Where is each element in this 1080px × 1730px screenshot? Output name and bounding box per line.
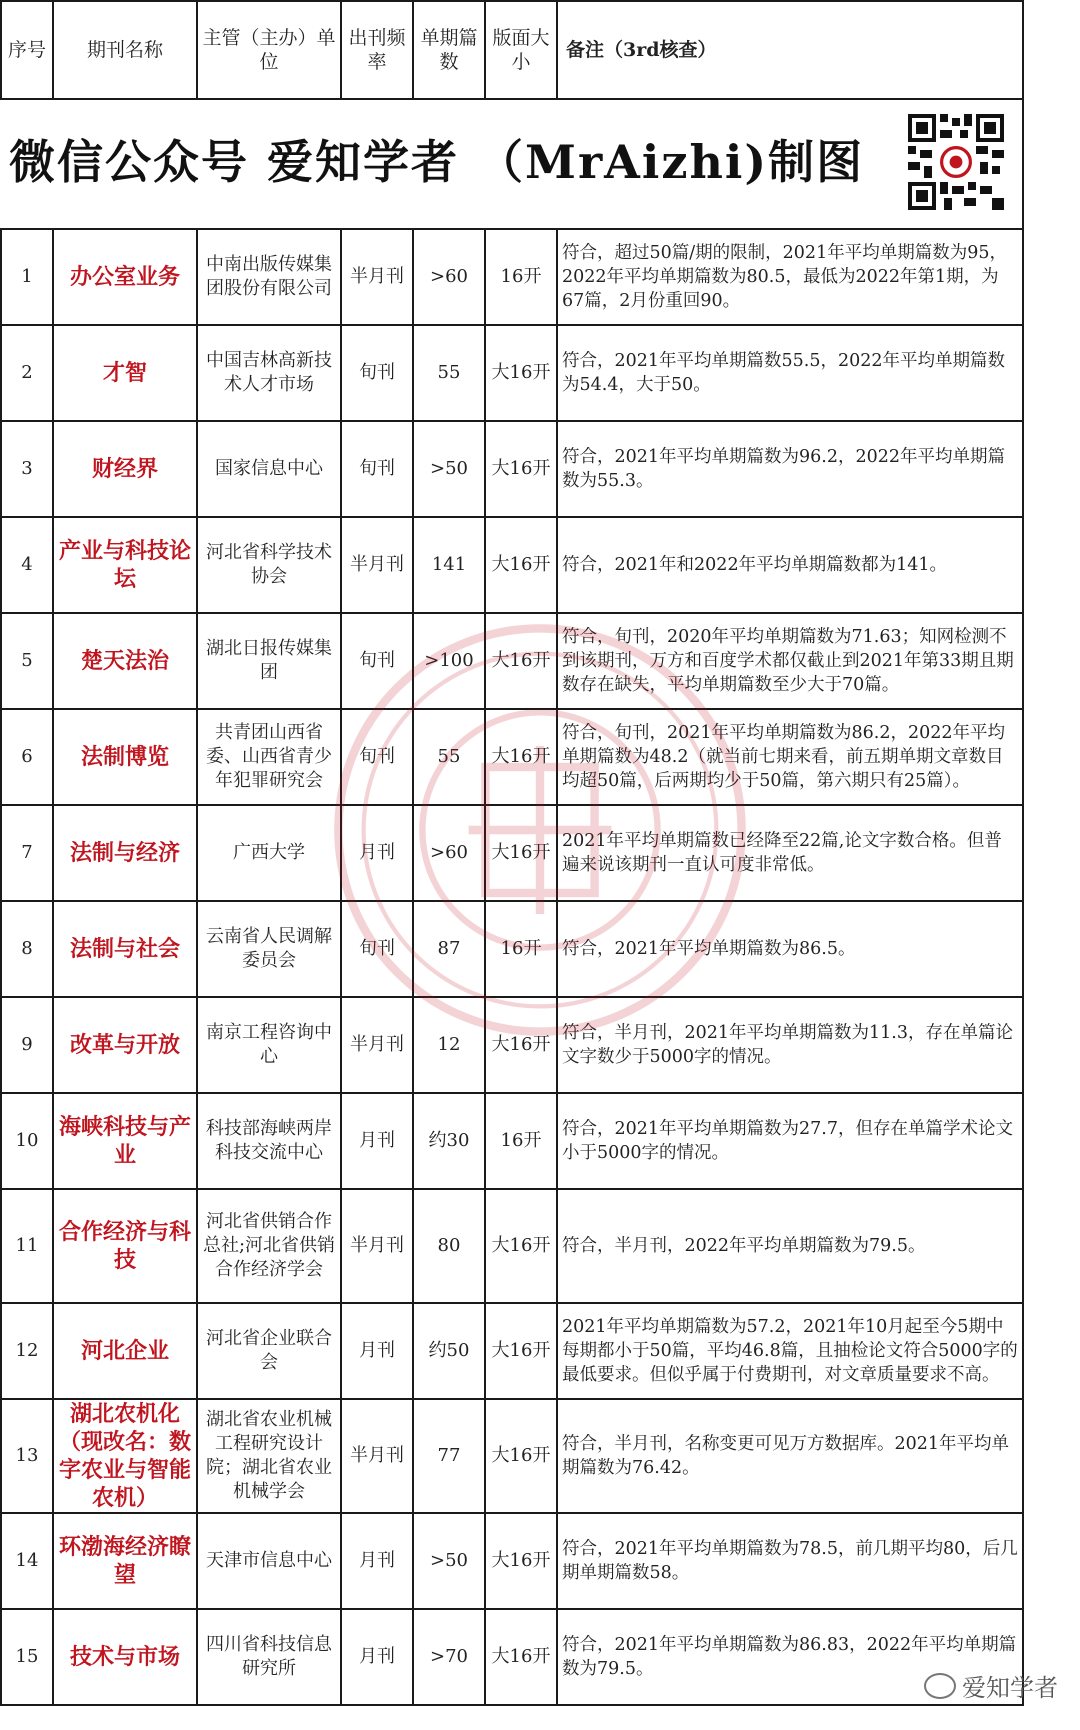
header-count: 单期篇数 — [413, 1, 485, 99]
sponsor-unit: 中国吉林高新技术人才市场 — [197, 325, 341, 421]
remark: 符合，2021年平均单期篇数为78.5，前几期平均80，后几期单期篇数58。 — [557, 1513, 1023, 1609]
table-row — [1, 901, 1023, 997]
header-name: 期刊名称 — [53, 1, 197, 99]
article-count: 55 — [413, 709, 485, 805]
remark: 符合，半月刊，2022年平均单期篇数为79.5。 — [557, 1189, 1023, 1303]
banner-text: 微信公众号 爱知学者 （MrAizhi)制图 — [9, 135, 865, 189]
journal-name: 法制博览 — [53, 709, 197, 805]
journal-name: 改革与开放 — [53, 997, 197, 1093]
article-count: 87 — [413, 901, 485, 997]
journal-name: 环渤海经济瞭望 — [53, 1513, 197, 1609]
journal-name: 产业与科技论坛 — [53, 517, 197, 613]
journal-name: 合作经济与科技 — [53, 1189, 197, 1303]
sponsor-unit: 共青团山西省委、山西省青少年犯罪研究会 — [197, 709, 341, 805]
article-count: 12 — [413, 997, 485, 1093]
header-size: 版面大小 — [485, 1, 557, 99]
remark: 符合，旬刊，2021年平均单期篇数为86.2，2022年平均单期篇数为48.2（就当前七期来看，前五期单期文章数目均超50篇，后两期均少于50篇，第六期只有25篇）。 — [557, 709, 1023, 805]
row-no: 4 — [1, 517, 53, 613]
frequency: 半月刊 — [341, 229, 413, 325]
article-count: 约50 — [413, 1303, 485, 1399]
journal-name: 财经界 — [53, 421, 197, 517]
table-row — [1, 709, 1023, 805]
page-size: 大16开 — [485, 325, 557, 421]
sponsor-unit: 河北省企业联合会 — [197, 1303, 341, 1399]
journal-name: 楚天法治 — [53, 613, 197, 709]
page-size: 16开 — [485, 229, 557, 325]
sponsor-unit: 湖北省农业机械工程研究设计院；湖北省农业机械学会 — [197, 1399, 341, 1513]
page-size: 16开 — [485, 1093, 557, 1189]
frequency: 旬刊 — [341, 901, 413, 997]
remark: 符合，2021年和2022年平均单期篇数都为141。 — [557, 517, 1023, 613]
frequency: 半月刊 — [341, 517, 413, 613]
article-count: >70 — [413, 1609, 485, 1705]
row-no: 2 — [1, 325, 53, 421]
article-count: >50 — [413, 421, 485, 517]
journal-name: 湖北农机化（现改名：数字农业与智能农机） — [53, 1399, 197, 1513]
table-row — [1, 805, 1023, 901]
sponsor-unit: 云南省人民调解委员会 — [197, 901, 341, 997]
chat-bubble-icon — [924, 1673, 956, 1699]
sponsor-unit: 四川省科技信息研究所 — [197, 1609, 341, 1705]
remark: 符合，2021年平均单期篇数为27.7，但存在单篇学术论文小于5000字的情况。 — [557, 1093, 1023, 1189]
row-no: 15 — [1, 1609, 53, 1705]
frequency: 月刊 — [341, 1303, 413, 1399]
banner-cell — [1, 99, 1023, 229]
frequency: 半月刊 — [341, 1189, 413, 1303]
frequency: 月刊 — [341, 1513, 413, 1609]
sponsor-unit: 广西大学 — [197, 805, 341, 901]
remark: 符合，半月刊，2021年平均单期篇数为11.3，存在单篇论文字数少于5000字的情况。 — [557, 997, 1023, 1093]
remark: 2021年平均单期篇数已经降至22篇,论文字数合格。但普遍来说该期刊一直认可度非常低。 — [557, 805, 1023, 901]
sponsor-unit: 河北省科学技术协会 — [197, 517, 341, 613]
table-row — [1, 1513, 1023, 1609]
remark: 符合，2021年平均单期篇数为86.83，2022年平均单期篇数为79.5。 — [557, 1609, 1023, 1705]
table-row — [1, 1093, 1023, 1189]
frequency: 月刊 — [341, 1609, 413, 1705]
sponsor-unit: 南京工程咨询中心 — [197, 997, 341, 1093]
article-count: 约30 — [413, 1093, 485, 1189]
page-size: 大16开 — [485, 613, 557, 709]
page-size: 16开 — [485, 901, 557, 997]
frequency: 旬刊 — [341, 709, 413, 805]
journal-name: 技术与市场 — [53, 1609, 197, 1705]
remark: 符合，超过50篇/期的限制，2021年平均单期篇数为95，2022年平均单期篇数为80.5，最低为2022年第1期，为67篇，2月份重回90。 — [557, 229, 1023, 325]
sponsor-unit: 天津市信息中心 — [197, 1513, 341, 1609]
article-count: 55 — [413, 325, 485, 421]
journal-name: 办公室业务 — [53, 229, 197, 325]
article-count: 80 — [413, 1189, 485, 1303]
article-count: >60 — [413, 229, 485, 325]
frequency: 月刊 — [341, 805, 413, 901]
sponsor-unit: 科技部海峡两岸科技交流中心 — [197, 1093, 341, 1189]
frequency: 半月刊 — [341, 997, 413, 1093]
table-row — [1, 1189, 1023, 1303]
sponsor-unit: 国家信息中心 — [197, 421, 341, 517]
article-count: >60 — [413, 805, 485, 901]
article-count: >50 — [413, 1513, 485, 1609]
row-no: 7 — [1, 805, 53, 901]
page-size: 大16开 — [485, 421, 557, 517]
remark: 符合，2021年平均单期篇数为86.5。 — [557, 901, 1023, 997]
journal-name: 河北企业 — [53, 1303, 197, 1399]
header-row — [1, 1, 1023, 99]
remark: 符合，旬刊，2020年平均单期篇数为71.63；知网检测不到该期刊，万方和百度学术都仅截止到2021年第33期且期数存在缺失，平均单期篇数至少大于70篇。 — [557, 613, 1023, 709]
frequency: 旬刊 — [341, 421, 413, 517]
frequency: 月刊 — [341, 1093, 413, 1189]
page-size: 大16开 — [485, 1609, 557, 1705]
table-row — [1, 1303, 1023, 1399]
brand-watermark — [924, 1668, 1058, 1703]
qr-code-icon — [908, 114, 1004, 210]
header-no: 序号 — [1, 1, 53, 99]
row-no: 8 — [1, 901, 53, 997]
sponsor-unit: 中南出版传媒集团股份有限公司 — [197, 229, 341, 325]
row-no: 5 — [1, 613, 53, 709]
page-size: 大16开 — [485, 1399, 557, 1513]
table-row — [1, 421, 1023, 517]
table-row — [1, 1609, 1023, 1705]
remark: 2021年平均单期篇数为57.2，2021年10月起至今5期中每期都小于50篇，平均46.8篇，且抽检论文符合5000字的最低要求。但似乎属于付费期刊，对文章质量要求不高。 — [557, 1303, 1023, 1399]
row-no: 11 — [1, 1189, 53, 1303]
journal-name: 法制与经济 — [53, 805, 197, 901]
page-size: 大16开 — [485, 1303, 557, 1399]
row-no: 3 — [1, 421, 53, 517]
header-note: 备注（3rd核查） — [557, 1, 1023, 99]
table-row — [1, 229, 1023, 325]
remark: 符合，半月刊，名称变更可见万方数据库。2021年平均单期篇数为76.42。 — [557, 1399, 1023, 1513]
page-size: 大16开 — [485, 997, 557, 1093]
remark: 符合，2021年平均单期篇数为96.2，2022年平均单期篇数为55.3。 — [557, 421, 1023, 517]
header-unit: 主管（主办）单位 — [197, 1, 341, 99]
page-size: 大16开 — [485, 1513, 557, 1609]
table-row — [1, 613, 1023, 709]
sponsor-unit: 湖北日报传媒集团 — [197, 613, 341, 709]
header-freq: 出刊频率 — [341, 1, 413, 99]
frequency: 旬刊 — [341, 325, 413, 421]
article-count: >100 — [413, 613, 485, 709]
page-size: 大16开 — [485, 517, 557, 613]
banner-row — [1, 99, 1023, 229]
article-count: 141 — [413, 517, 485, 613]
row-no: 13 — [1, 1399, 53, 1513]
table-row — [1, 997, 1023, 1093]
row-no: 9 — [1, 997, 53, 1093]
page-size: 大16开 — [485, 709, 557, 805]
row-no: 6 — [1, 709, 53, 805]
page-size: 大16开 — [485, 1189, 557, 1303]
row-no: 10 — [1, 1093, 53, 1189]
brand-watermark-text: 爱知学者 — [962, 1674, 1058, 1702]
journal-name: 法制与社会 — [53, 901, 197, 997]
journal-name: 海峡科技与产业 — [53, 1093, 197, 1189]
remark: 符合，2021年平均单期篇数55.5，2022年平均单期篇数为54.4，大于50。 — [557, 325, 1023, 421]
table-row — [1, 517, 1023, 613]
table-row — [1, 1399, 1023, 1513]
journal-name: 才智 — [53, 325, 197, 421]
table-row — [1, 325, 1023, 421]
frequency: 旬刊 — [341, 613, 413, 709]
row-no: 14 — [1, 1513, 53, 1609]
sponsor-unit: 河北省供销合作总社;河北省供销合作经济学会 — [197, 1189, 341, 1303]
row-no: 12 — [1, 1303, 53, 1399]
article-count: 77 — [413, 1399, 485, 1513]
frequency: 半月刊 — [341, 1399, 413, 1513]
page-size: 大16开 — [485, 805, 557, 901]
row-no: 1 — [1, 229, 53, 325]
